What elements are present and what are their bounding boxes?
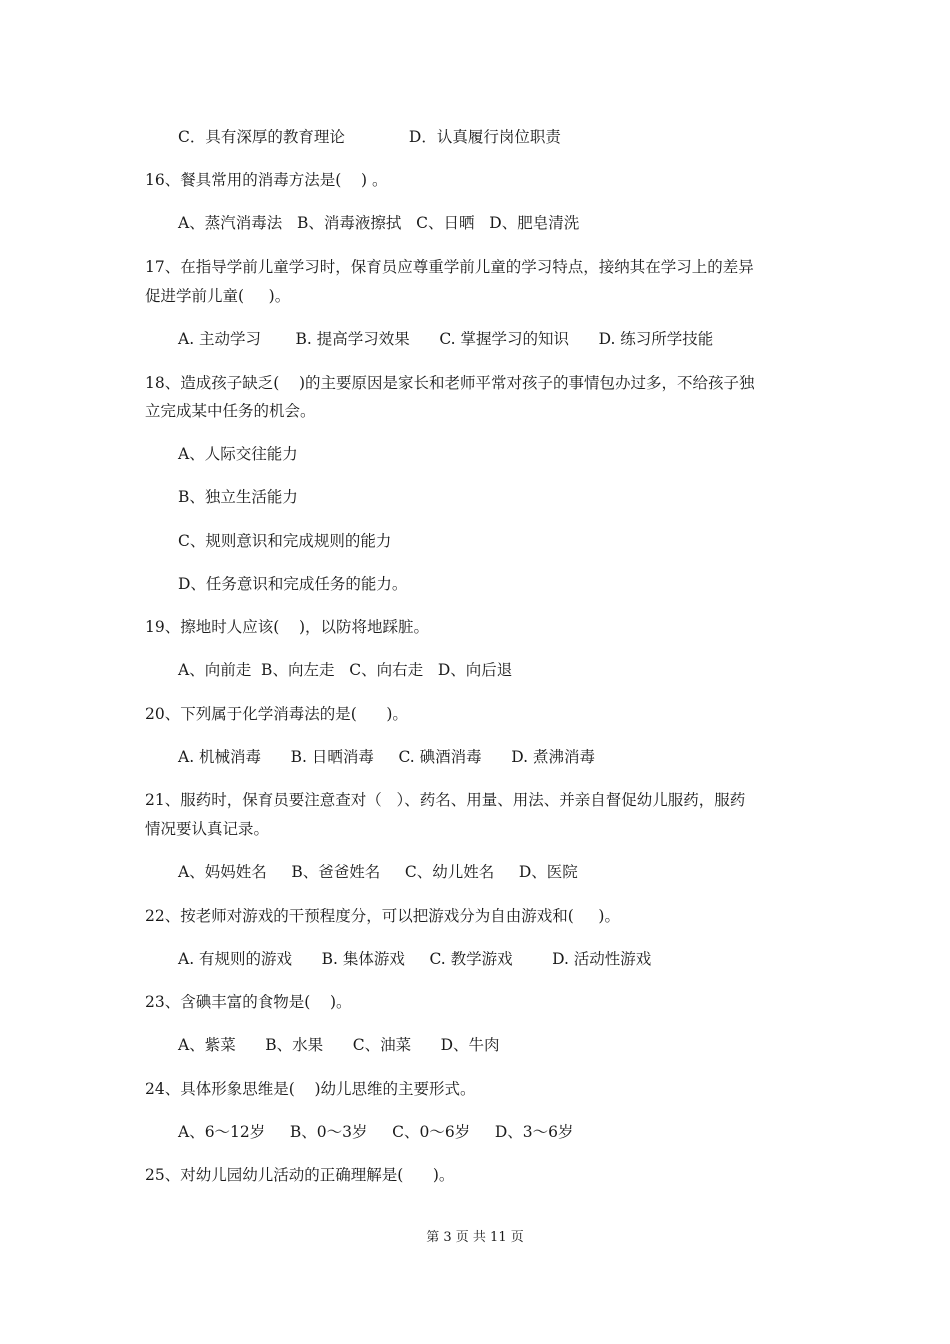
question-17-stem-line1: 17、在指导学前儿童学习时，保育员应尊重学前儿童的学习特点，接纳其在学习上的差异: [145, 258, 754, 276]
question-21-stem-line1: 21、服药时，保育员要注意查对（ ）、药名、用量、用法、并亲自督促幼儿服药，服药: [145, 791, 746, 809]
question-23-options: A、紫菜 B、水果 C、油菜 D、牛肉: [178, 1036, 500, 1054]
question-25-stem: 25、对幼儿园幼儿活动的正确理解是( )。: [145, 1166, 455, 1184]
question-21-stem-line2: 情况要认真记录。: [145, 820, 270, 838]
question-22-options: A. 有规则的游戏 B. 集体游戏 C. 教学游戏 D. 活动性游戏: [178, 950, 652, 968]
question-22-stem: 22、按老师对游戏的干预程度分，可以把游戏分为自由游戏和( )。: [145, 907, 620, 925]
question-24-stem: 24、具体形象思维是( )幼儿思维的主要形式。: [145, 1080, 476, 1098]
question-16-stem: 16、餐具常用的消毒方法是( ) 。: [145, 171, 388, 189]
question-18-option-b: B、独立生活能力: [178, 488, 298, 506]
question-21-options: A、妈妈姓名 B、爸爸姓名 C、幼儿姓名 D、医院: [178, 863, 578, 881]
question-23-stem: 23、含碘丰富的食物是( )。: [145, 993, 352, 1011]
question-18-option-a: A、人际交往能力: [178, 445, 298, 463]
question-18-option-d: D、任务意识和完成任务的能力。: [178, 575, 408, 593]
question-16-options: A、蒸汽消毒法 B、消毒液擦拭 C、日晒 D、肥皂清洗: [178, 214, 580, 232]
question-18-stem-line2: 立完成某中任务的机会。: [145, 402, 316, 420]
question-20-options: A. 机械消毒 B. 日晒消毒 C. 碘酒消毒 D. 煮沸消毒: [178, 748, 595, 766]
question-17-stem-line2: 促进学前儿童( )。: [145, 287, 291, 305]
question-18-stem-line1: 18、造成孩子缺乏( )的主要原因是家长和老师平常对孩子的事情包办过多，不给孩子独: [145, 374, 755, 392]
page-footer: 第 3 页 共 11 页: [426, 1230, 524, 1245]
question-19-stem: 19、擦地时人应该( )，以防将地踩脏。: [145, 618, 430, 636]
question-15-options-cd: C．具有深厚的教育理论 D．认真履行岗位职责: [178, 128, 561, 146]
question-19-options: A、向前走 B、向左走 C、向右走 D、向后退: [178, 661, 513, 679]
question-18-option-c: C、规则意识和完成规则的能力: [178, 532, 392, 550]
question-20-stem: 20、下列属于化学消毒法的是( )。: [145, 705, 408, 723]
question-24-options: A、6～12岁 B、0～3岁 C、0～6岁 D、3～6岁: [178, 1123, 574, 1141]
question-17-options: A. 主动学习 B. 提高学习效果 C. 掌握学习的知识 D. 练习所学技能: [178, 330, 714, 348]
